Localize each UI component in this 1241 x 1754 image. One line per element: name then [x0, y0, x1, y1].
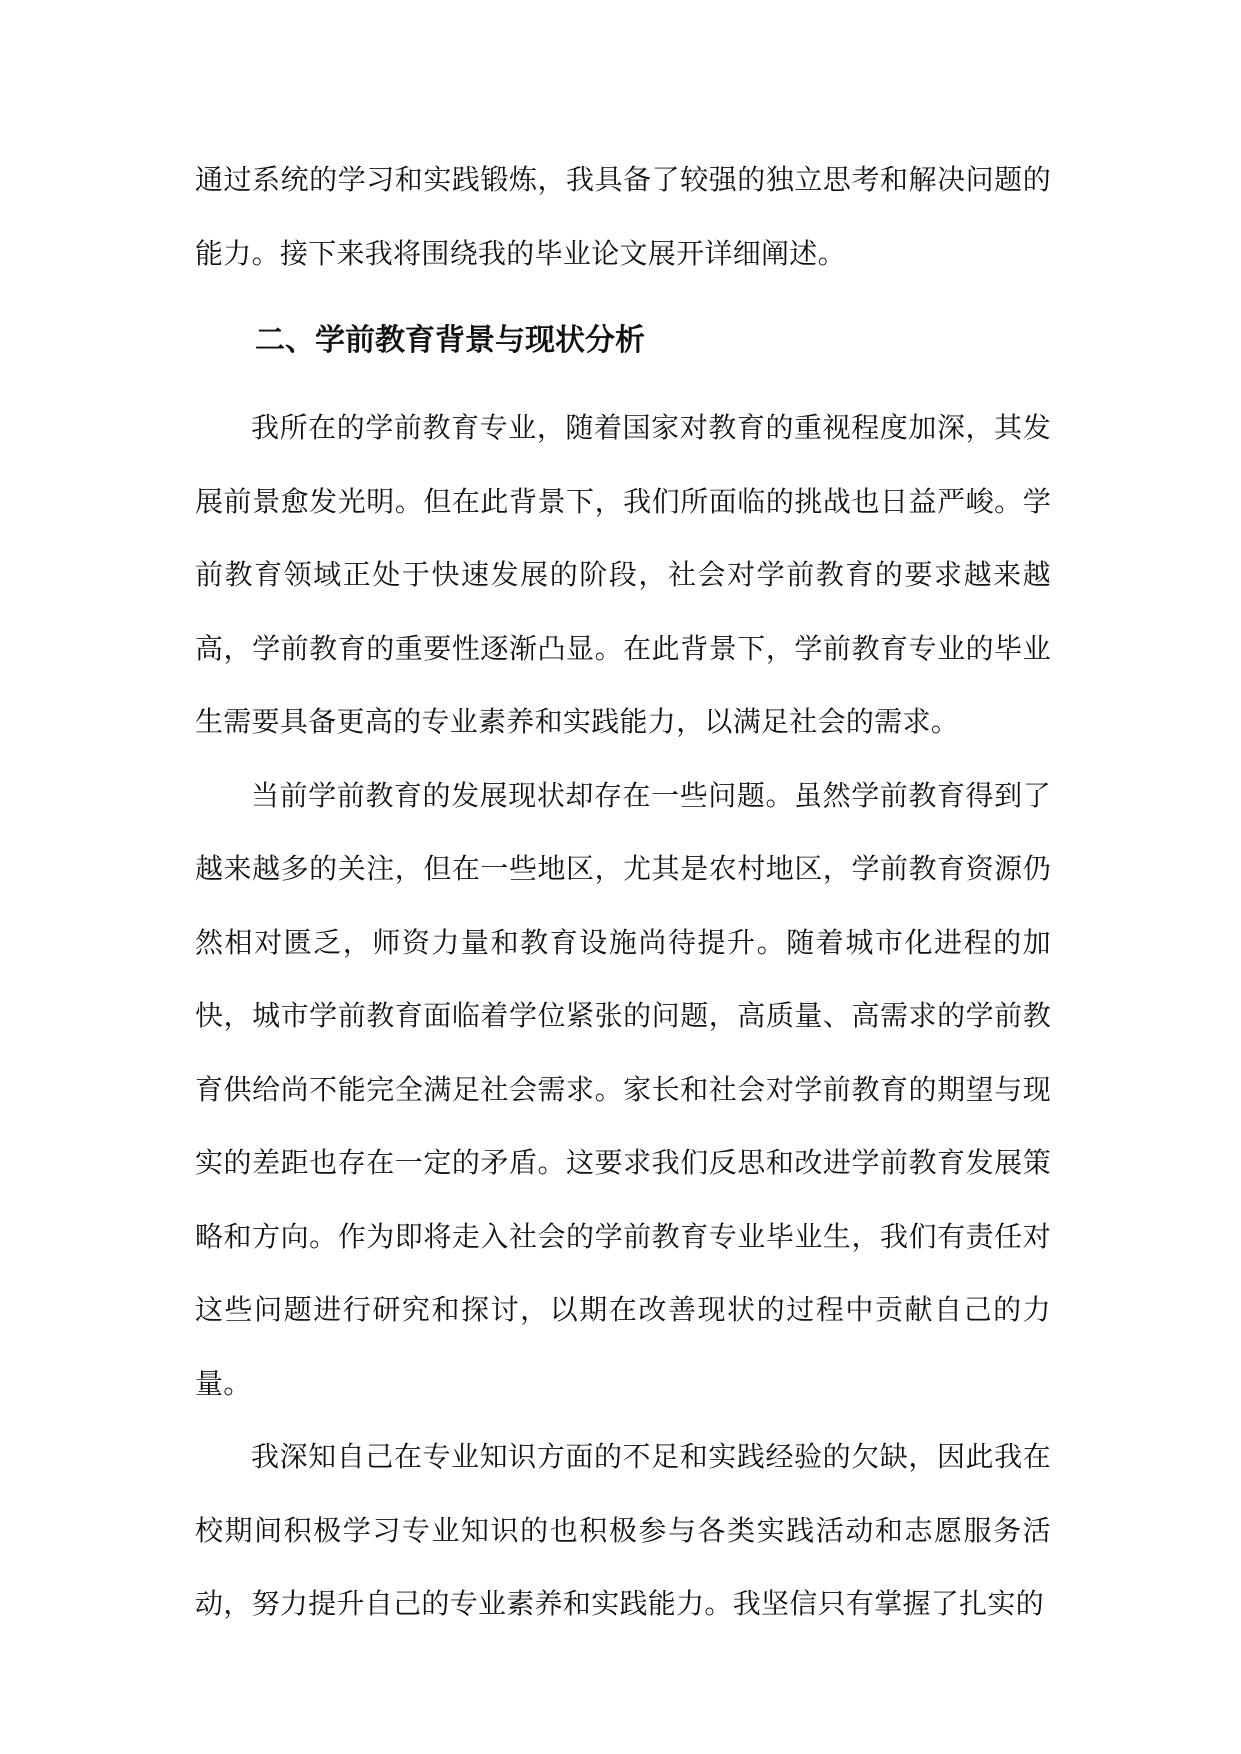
paragraph-background: 我所在的学前教育专业，随着国家对教育的重视程度加深，其发展前景愈发光明。但在此背景下，我们所面临的挑战也日益严峻。学前教育领域正处于快速发展的阶段，社会对学前教育的要求越来越高，学前教育的重要性逐渐凸显。在此背景下，学前教育专业的毕业生需要具备更高的专业素养和实践能力，以满足社会的需求。: [195, 411, 1051, 738]
section-heading: 二、学前教育背景与现状分析: [255, 323, 645, 358]
paragraph-current-status: 当前学前教育的发展现状却存在一些问题。虽然学前教育得到了越来越多的关注，但在一些地区，尤其是农村地区，学前教育资源仍然相对匮乏，师资力量和教育设施尚待提升。随着城市化进程的加快，城市学前教育面临着学位紧张的问题，高质量、高需求的学前教育供给尚不能完全满足社会需求。家长和社会对学前教育的期望与现实的差距也存在一定的矛盾。这要求我们反思和改进学前教育发展策略和方向。作为即将走入社会的学前教育专业毕业生，我们有责任对这些问题进行研究和探讨，以期在改善现状的过程中贡献自己的力量。: [195, 778, 1051, 1400]
document-body: [195, 143, 1051, 1641]
paragraph-continued: 通过系统的学习和实践锻炼，我具备了较强的独立思考和解决问题的能力。接下来我将围绕我的毕业论文展开详细阐述。: [195, 163, 1051, 270]
paragraph-self-reflection: 我深知自己在专业知识方面的不足和实践经验的欠缺，因此我在校期间积极学习专业知识的也积极参与各类实践活动和志愿服务活动，努力提升自己的专业素养和实践能力。我坚信只有掌握了扎实的: [195, 1440, 1051, 1620]
